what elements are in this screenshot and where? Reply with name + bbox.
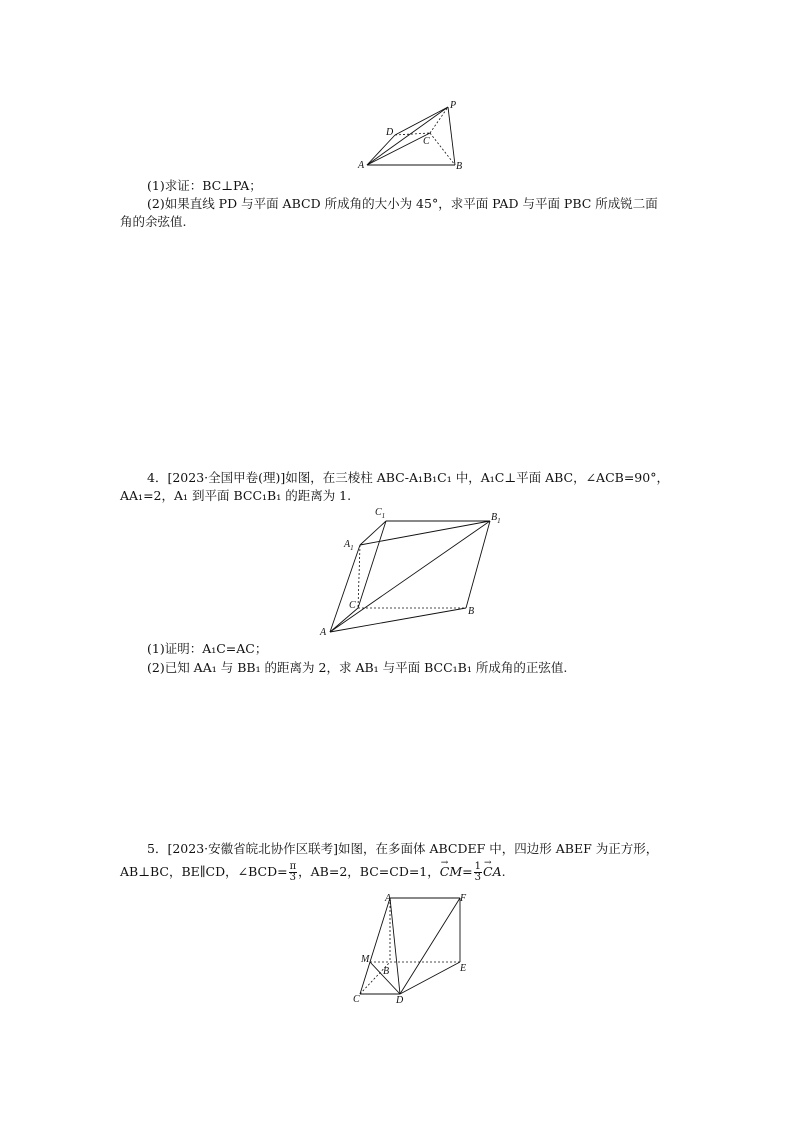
label-B: B [383, 966, 390, 977]
label-C: C [353, 994, 360, 1005]
p5-line2: AB⊥BC，BE∥CD，∠BCD= $\frac{\pi}{3}$ ，AB=2，BC=CD=1，→ CM= $\frac{1}{3}$ → CA. [120, 862, 506, 883]
angle-fraction: $\frac{\pi}{3}$ [289, 861, 297, 883]
label-B: B [456, 161, 463, 172]
label-M: M [361, 954, 370, 965]
label-A1: $A_1$ [344, 539, 354, 552]
p3-part2-line1: (2)如果直线 PD 与平面 ABCD 所成角的大小为 45°，求平面 PAD 与平面 PBC 所成锐二面 [147, 196, 658, 211]
label-A: A [358, 160, 365, 171]
ratio-fraction: $\frac{1}{3}$ [474, 861, 481, 883]
p4-part2: (2)已知 AA₁ 与 BB₁ 的距离为 2，求 AB₁ 与平面 BCC₁B₁ 所成角的正弦值. [147, 660, 568, 675]
label-D: D [396, 995, 404, 1005]
label-D: D [386, 127, 394, 138]
p4-line1: 4．[2023·全国甲卷(理)]如图，在三棱柱 ABC-A₁B₁C₁ 中，A₁C⊥平面 ABC，∠ACB=90°， [147, 470, 669, 485]
label-C: C [423, 136, 430, 147]
label-B1: $B_1$ [491, 512, 501, 525]
figure-polyhedron [350, 890, 480, 1005]
figure-pyramid [355, 98, 470, 173]
label-E: E [460, 963, 467, 974]
p4-line2: AA₁=2，A₁ 到平面 BCC₁B₁ 的距离为 1. [120, 488, 352, 503]
p5-line1: 5．[2023·安徽省皖北协作区联考]如图，在多面体 ABCDEF 中，四边形 ABEF 为正方形， [147, 841, 659, 856]
figure-prism [318, 505, 513, 640]
label-A: A [320, 627, 327, 638]
label-F: F [460, 893, 467, 904]
p3-part1: (1)求证：BC⊥PA； [147, 178, 262, 193]
vector-CM: → CM [440, 864, 462, 880]
label-P: P [450, 100, 457, 111]
label-A: A [385, 893, 392, 904]
label-C: C [349, 600, 356, 611]
label-C1: $C_1$ [375, 507, 386, 520]
vector-CA: → CA [483, 864, 502, 880]
label-B: B [468, 606, 475, 617]
p3-part2-line2: 角的余弦值. [120, 214, 187, 229]
p4-part1: (1)证明：A₁C=AC； [147, 641, 268, 656]
